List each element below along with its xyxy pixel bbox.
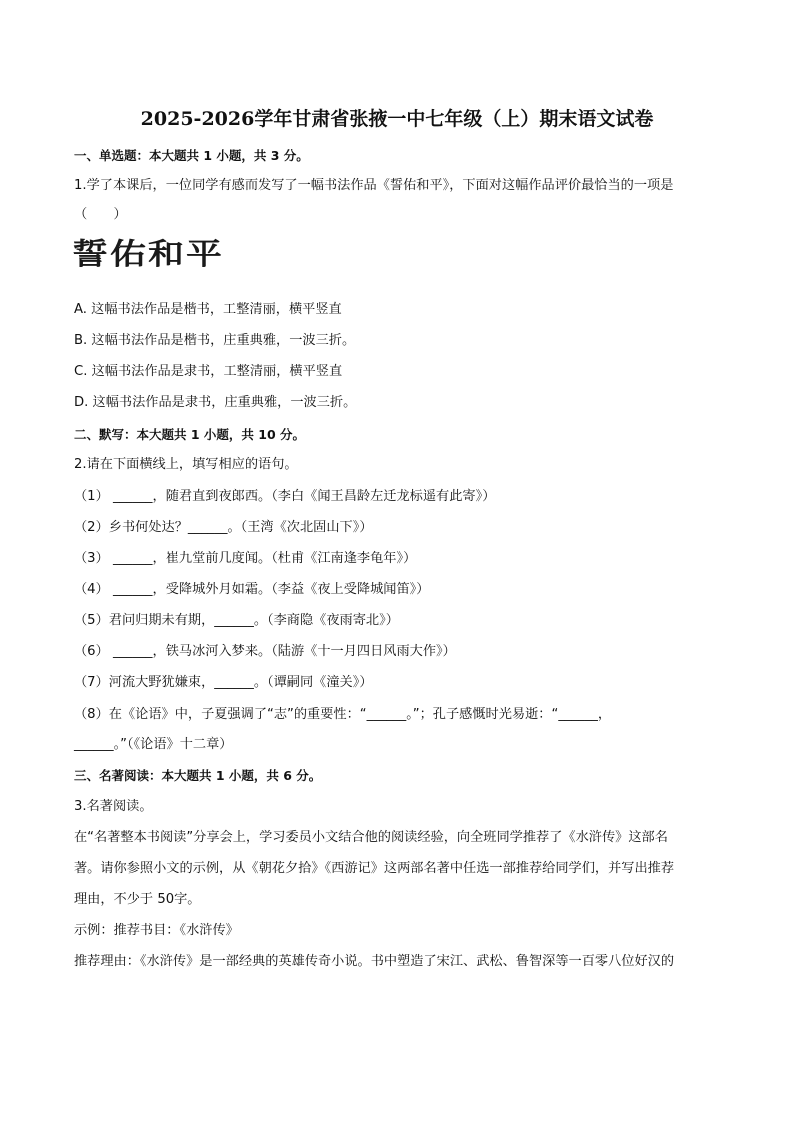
dictation-item-5: （5）君问归期未有期，______。（李商隐《夜雨寄北》） [74,613,399,628]
page-title: 2025-2026学年甘肃省张掖一中七年级（上）期末语文试卷 [140,108,654,130]
question-1-stem: 1.学了本课后，一位同学有感而发写了一幅书法作品《誓佑和平》，下面对这幅作品评价最恰当的一项是 [74,178,674,193]
question-1-stem-bracket: （ ） [74,207,127,222]
question-2-stem: 2.请在下面横线上，填写相应的语句。 [74,457,298,472]
dictation-item-3: （3） ______，崔九堂前几度闻。（杜甫《江南逢李龟年》） [74,551,417,566]
option-d: D. 这幅书法作品是隶书，庄重典雅，一波三折。 [74,395,357,410]
example-reason-line: 推荐理由：《水浒传》是一部经典的英雄传奇小说。书中塑造了宋江、武松、鲁智深等一百零八位好汉的 [74,954,675,969]
question-3-paragraph-line: 在“名著整本书阅读”分享会上，学习委员小文结合他的阅读经验，向全班同学推荐了《水浒传》这部名 [74,830,668,845]
dictation-item-6: （6） ______，铁马冰河入梦来。（陆游《十一月四日风雨大作》） [74,644,456,659]
dictation-item-2: （2）乡书何处达？______。（王湾《次北固山下》） [74,520,373,535]
dictation-item-1: （1） ______，随君直到夜郎西。（李白《闻王昌龄左迁龙标遥有此寄》） [74,489,496,504]
section-heading-3: 三、名著阅读：本大题共 1 小题，共 6 分。 [74,768,322,783]
option-c: C. 这幅书法作品是隶书，工整清丽，横平竖直 [74,364,343,379]
example-book-line: 示例：推荐书目：《水浒传》 [74,923,239,938]
dictation-item-8-cont: ______。”（《论语》十二章） [74,737,233,752]
dictation-item-4: （4） ______，受降城外月如霜。（李益《夜上受降城闻笛》） [74,582,430,597]
section-heading-1: 一、单选题：本大题共 1 小题，共 3 分。 [74,148,309,163]
option-a: A. 这幅书法作品是楷书，工整清丽，横平竖直 [74,302,342,317]
dictation-item-8: （8）在《论语》中，子夏强调了“志”的重要性：“______。”；孔子感慨时光易逝：“______， [74,707,612,722]
section-heading-2: 二、默写：本大题共 1 小题，共 10 分。 [74,427,306,442]
option-b: B. 这幅书法作品是楷书，庄重典雅，一波三折。 [74,333,356,348]
calligraphy-image: 誓佑和平 [72,237,225,272]
question-3-paragraph-line: 著。请你参照小文的示例，从《朝花夕拾》《西游记》这两部名著中任选一部推荐给同学们，并写出推荐 [74,861,675,876]
question-3-paragraph-line: 理由，不少于 50字。 [74,892,201,907]
dictation-item-7: （7）河流大野犹嫌束，______。（谭嗣同《潼关》） [74,675,373,690]
question-3-stem: 3.名著阅读。 [74,799,153,814]
